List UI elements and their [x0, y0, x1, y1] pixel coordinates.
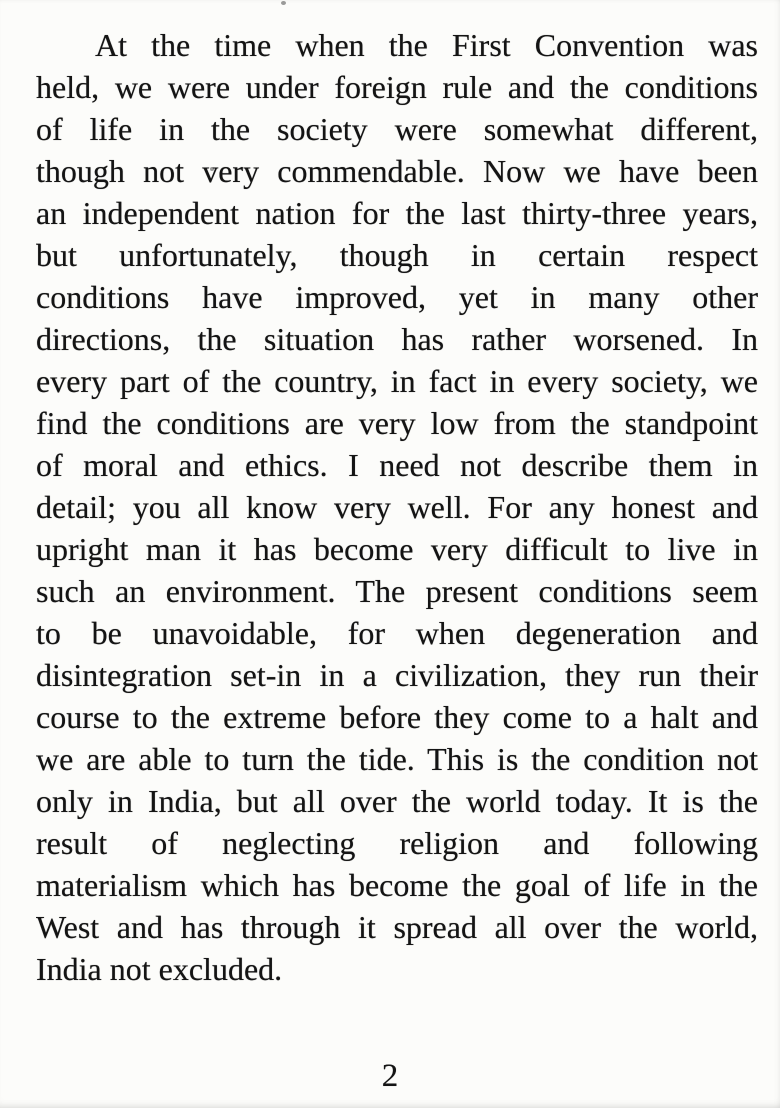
paragraph-line: such an environment. The present conditions seem: [36, 573, 758, 609]
paragraph-line: every part of the country, in fact in every society, we: [36, 363, 758, 399]
paragraph-line: though not very commendable. Now we have been: [36, 153, 758, 189]
page-number: 2: [381, 1058, 399, 1094]
paragraph-line: we are able to turn the tide. This is the condition not: [36, 741, 758, 777]
paragraph-line: directions, the situation has rather worsened. In: [36, 321, 758, 357]
paragraph-line: detail; you all know very well. For any honest and: [36, 489, 758, 525]
paragraph-line: an independent nation for the last thirty-three years,: [36, 195, 758, 231]
paragraph-line: disintegration set-in in a civilization, they run their: [36, 657, 758, 693]
paragraph-line: India not excluded.: [36, 951, 283, 987]
paragraph-line: conditions have improved, yet in many other: [36, 279, 758, 315]
body-paragraph: [36, 24, 758, 990]
paragraph-line: West and has through it spread all over the world,: [36, 909, 758, 945]
paragraph-line: result of neglecting religion and following: [36, 825, 758, 861]
paragraph-line: of moral and ethics. I need not describe them in: [36, 447, 758, 483]
paragraph-line: materialism which has become the goal of life in the: [36, 867, 758, 903]
paragraph-line: held, we were under foreign rule and the conditions: [36, 69, 758, 105]
paragraph-line: to be unavoidable, for when degeneration and: [36, 615, 758, 651]
paragraph-line: upright man it has become very difficult to live in: [36, 531, 758, 567]
scan-artifact-speck: [281, 1, 286, 5]
paragraph-line: find the conditions are very low from the standpoint: [36, 405, 758, 441]
paragraph-line: course to the extreme before they come to a halt and: [36, 699, 758, 735]
paragraph-line: of life in the society were somewhat different,: [36, 111, 758, 147]
paragraph-line: At the time when the First Convention was: [95, 27, 758, 63]
paragraph-line: only in India, but all over the world today. It is the: [36, 783, 758, 819]
paragraph-line: but unfortunately, though in certain respect: [36, 237, 758, 273]
